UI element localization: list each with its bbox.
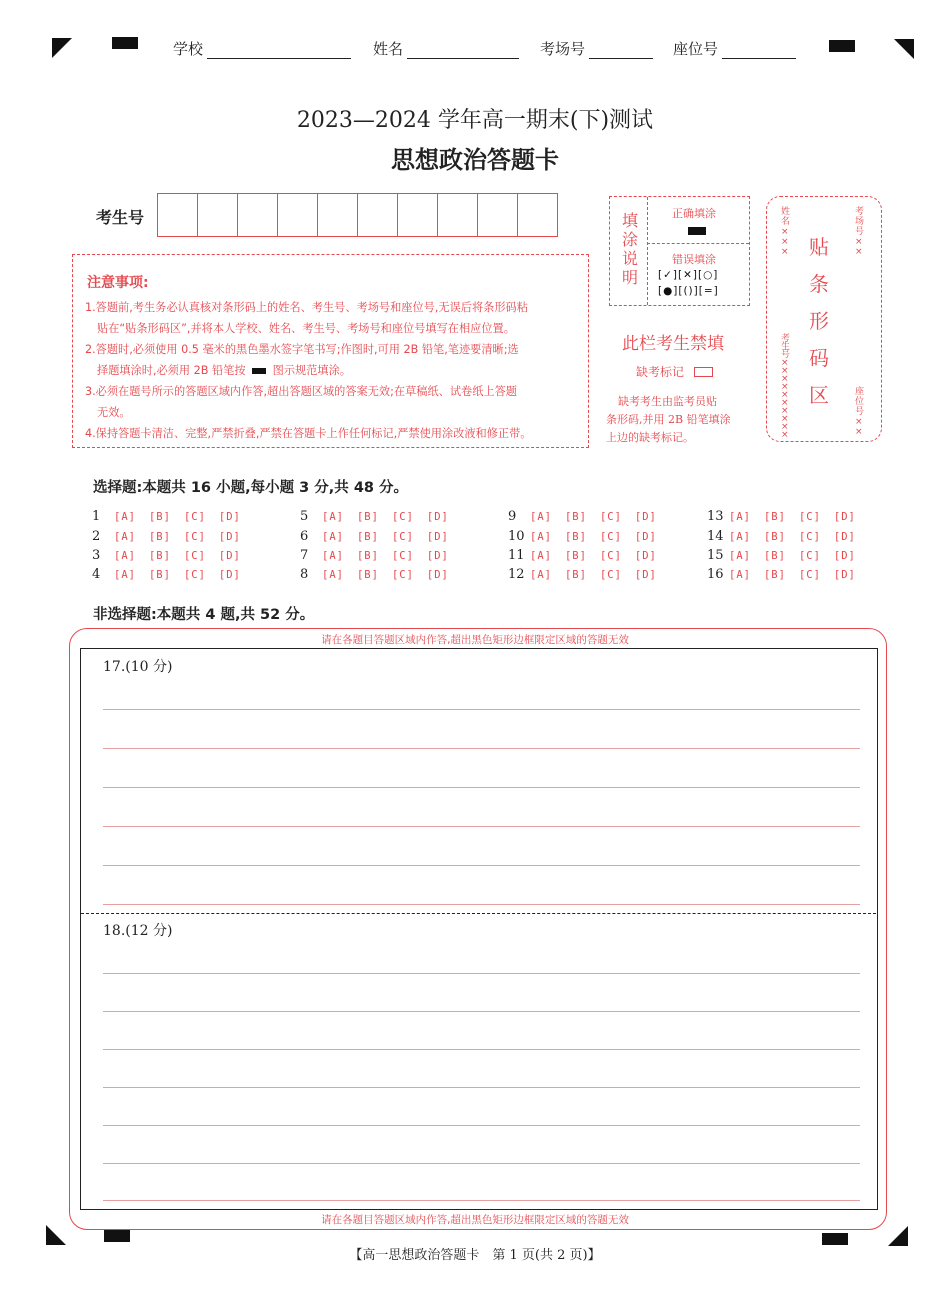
answer-bubble[interactable]: [C]	[183, 549, 206, 562]
writing-line[interactable]	[103, 1200, 860, 1201]
answer-bubble[interactable]: [D]	[833, 549, 856, 562]
writing-line[interactable]	[103, 1049, 860, 1050]
question-divider	[81, 913, 876, 914]
reserved-title: 此栏考生禁填	[622, 334, 724, 354]
choice-question	[300, 509, 462, 524]
barcode-area-label: 贴 条 形 码 区	[809, 235, 829, 407]
choice-question	[508, 548, 670, 563]
notice-title: 注意事项:	[87, 275, 149, 291]
answer-bubble[interactable]: [B]	[763, 549, 786, 562]
answer-bubble[interactable]: [D]	[426, 510, 449, 523]
notice-item: 择题填涂时,必须用 2B 铅笔按	[97, 364, 246, 377]
question-number: 8	[300, 567, 309, 582]
answer-bubble[interactable]: [A]	[729, 510, 751, 523]
answer-bubble[interactable]: [B]	[564, 510, 587, 523]
answer-bubble[interactable]: [D]	[634, 549, 657, 562]
corner-mark-top-right	[894, 39, 914, 59]
exam-number-cell[interactable]	[158, 194, 198, 236]
answer-bubble[interactable]: [A]	[530, 568, 552, 581]
answer-bubble[interactable]: [B]	[148, 568, 171, 581]
absent-checkbox[interactable]	[694, 367, 713, 377]
answer-bubble[interactable]: [B]	[356, 549, 379, 562]
question-17-label: 17.(10 分)	[103, 659, 173, 675]
choice-question	[300, 548, 462, 563]
exam-title: 2023—2024 学年高一期末(下)测试	[296, 108, 654, 133]
answer-bubble[interactable]: [A]	[322, 510, 344, 523]
answer-bubble[interactable]: [A]	[729, 549, 751, 562]
writing-line[interactable]	[103, 787, 860, 788]
question-18-label: 18.(12 分)	[103, 923, 173, 939]
answer-bubble[interactable]: [B]	[148, 530, 171, 543]
answer-bubble[interactable]: [A]	[322, 530, 344, 543]
barcode-area[interactable]	[766, 196, 882, 442]
question-number: 12	[508, 567, 525, 582]
card-title: 思想政治答题卡	[391, 146, 559, 174]
question-number: 7	[300, 548, 309, 563]
answer-bubble[interactable]: [A]	[114, 568, 136, 581]
answer-bubble[interactable]: [D]	[218, 549, 241, 562]
answer-bubble[interactable]: [A]	[322, 549, 344, 562]
answer-bubble[interactable]: [B]	[148, 510, 171, 523]
writing-line[interactable]	[103, 973, 860, 974]
answer-bubble[interactable]: [C]	[183, 568, 206, 581]
writing-line[interactable]	[103, 826, 860, 827]
exam-number-cell[interactable]	[358, 194, 398, 236]
answer-warning-top: 请在各题目答题区域内作答,超出黑色矩形边框限定区域的答题无效	[321, 634, 629, 646]
answer-bubble[interactable]: [A]	[114, 549, 136, 562]
answer-bubble[interactable]: [D]	[634, 530, 657, 543]
answer-bubble[interactable]: [B]	[356, 568, 379, 581]
question-number: 10	[508, 529, 525, 544]
choice-question	[508, 567, 670, 582]
writing-line[interactable]	[103, 748, 860, 749]
answer-bubble[interactable]: [C]	[798, 568, 821, 581]
question-number: 16	[707, 567, 724, 582]
choice-question	[508, 509, 670, 524]
answer-bubble[interactable]: [C]	[599, 530, 622, 543]
wrong-fill-samples-1: [✓][✕][○]	[658, 269, 719, 281]
answer-bubble[interactable]: [B]	[763, 568, 786, 581]
exam-room-label: 考场号	[540, 40, 586, 58]
exam-number-cell[interactable]	[198, 194, 238, 236]
answer-bubble[interactable]: [D]	[218, 510, 241, 523]
exam-number-cell[interactable]	[318, 194, 358, 236]
exam-number-cell[interactable]	[438, 194, 478, 236]
answer-bubble[interactable]: [D]	[634, 510, 657, 523]
choice-question	[92, 529, 254, 544]
answer-bubble[interactable]: [B]	[356, 530, 379, 543]
answer-bubble[interactable]: [C]	[599, 568, 622, 581]
absent-label: 缺考标记	[636, 365, 685, 379]
answer-bubble[interactable]: [C]	[183, 530, 206, 543]
answer-bubble[interactable]: [B]	[763, 510, 786, 523]
timing-mark-bottom-left	[104, 1230, 130, 1242]
answer-bubble[interactable]: [A]	[530, 530, 552, 543]
exam-number-grid[interactable]	[157, 193, 558, 237]
nonchoice-section-title: 非选择题:本题共 4 题,共 52 分。	[93, 607, 315, 623]
notice-item: 1.答题前,考生务必认真核对条形码上的姓名、考生号、考场号和座位号,无误后将条形码粘	[85, 301, 528, 314]
exam-number-cell[interactable]	[478, 194, 518, 236]
answer-bubble[interactable]: [C]	[183, 510, 206, 523]
answer-bubble[interactable]: [A]	[114, 530, 136, 543]
answer-bubble[interactable]: [A]	[729, 568, 751, 581]
choice-question	[300, 529, 462, 544]
filled-sample-mark	[252, 368, 266, 374]
exam-number-label: 考生号	[96, 208, 145, 227]
writing-line[interactable]	[103, 1087, 860, 1088]
answer-bubble[interactable]: [D]	[833, 530, 856, 543]
answer-bubble[interactable]: [D]	[426, 530, 449, 543]
notice-item: 图示规范填涂。	[272, 364, 351, 377]
seat-field[interactable]	[673, 38, 796, 59]
page-footer: 【高一思想政治答题卡 第 1 页(共 2 页)】	[349, 1248, 601, 1263]
writing-line[interactable]	[103, 709, 860, 710]
answer-bubble[interactable]: [B]	[356, 510, 379, 523]
correct-fill-label: 正确填涂	[672, 207, 716, 220]
school-input-line[interactable]	[207, 44, 351, 59]
answer-bubble[interactable]: [C]	[391, 549, 414, 562]
choice-question	[707, 548, 869, 563]
writing-line[interactable]	[103, 1125, 860, 1126]
name-input-line[interactable]	[407, 44, 519, 59]
timing-mark-top-left	[112, 37, 138, 49]
answer-bubble[interactable]: [A]	[530, 510, 552, 523]
notice-box	[72, 254, 589, 448]
answer-bubble[interactable]: [B]	[564, 530, 587, 543]
absent-note: 缺考考生由监考员贴 条形码,并用 2B 铅笔填涂 上边的缺考标记。	[606, 395, 731, 444]
notice-item: 贴在“贴条形码区”,并将本人学校、姓名、考生号、考场号和座位号填写在相应位置。	[97, 322, 515, 335]
answer-bubble[interactable]: [B]	[148, 549, 171, 562]
question-number: 5	[300, 509, 309, 524]
choice-question	[300, 567, 462, 582]
barcode-name-tag: 姓名×××	[781, 207, 791, 257]
answer-bubble[interactable]: [B]	[763, 530, 786, 543]
writing-line[interactable]	[103, 865, 860, 866]
question-number: 14	[707, 529, 724, 544]
choice-question	[92, 548, 254, 563]
notice-item: 2.答题时,必须使用 0.5 毫米的黑色墨水签字笔书写;作图时,可用 2B 铅笔,笔迹要清晰;选	[85, 343, 519, 356]
answer-bubble[interactable]: [D]	[833, 568, 856, 581]
choice-question	[92, 567, 254, 582]
choice-question	[508, 529, 670, 544]
exam-room-field[interactable]	[540, 38, 653, 59]
corner-mark-top-left	[52, 38, 72, 58]
barcode-room-tag: 考场号××	[855, 207, 865, 257]
answer-bubble[interactable]: [C]	[798, 549, 821, 562]
question-number: 11	[508, 548, 525, 563]
answer-bubble[interactable]: [D]	[218, 568, 241, 581]
answer-bubble[interactable]: [A]	[530, 549, 552, 562]
exam-number-cell[interactable]	[518, 194, 557, 236]
barcode-exam-no-tag: 考生号××××××××××	[781, 334, 791, 440]
barcode-seat-tag: 座位号××	[855, 387, 865, 437]
question-number: 4	[92, 567, 101, 582]
writing-line[interactable]	[103, 1163, 860, 1164]
answer-bubble[interactable]: [D]	[218, 530, 241, 543]
correct-fill-sample	[688, 227, 706, 235]
answer-bubble[interactable]: [C]	[798, 530, 821, 543]
writing-line[interactable]	[103, 1011, 860, 1012]
answer-bubble[interactable]: [C]	[798, 510, 821, 523]
question-number: 3	[92, 548, 101, 563]
absent-mark-row	[636, 363, 713, 380]
notice-item: 无效。	[97, 406, 131, 419]
choice-question	[707, 567, 869, 582]
exam-number-cell[interactable]	[278, 194, 318, 236]
question-number: 13	[707, 509, 724, 524]
name-label: 姓名	[373, 40, 404, 58]
school-field[interactable]	[173, 38, 351, 59]
wrong-fill-label: 错误填涂	[672, 253, 716, 266]
answer-bubble[interactable]: [C]	[391, 568, 414, 581]
name-field[interactable]	[373, 38, 519, 59]
wrong-fill-samples-2: [●][()][=]	[658, 285, 719, 297]
choice-question	[92, 509, 254, 524]
question-number: 1	[92, 509, 101, 524]
question-number: 9	[508, 509, 517, 524]
question-number: 6	[300, 529, 309, 544]
answer-bubble[interactable]: [A]	[729, 530, 751, 543]
answer-bubble[interactable]: [D]	[634, 568, 657, 581]
choice-question	[707, 509, 869, 524]
answer-bubble[interactable]: [C]	[391, 530, 414, 543]
answer-bubble[interactable]: [B]	[564, 549, 587, 562]
choice-question	[707, 529, 869, 544]
answer-bubble[interactable]: [A]	[322, 568, 344, 581]
answer-bubble[interactable]: [C]	[599, 510, 622, 523]
exam-number-cell[interactable]	[398, 194, 438, 236]
answer-bubble[interactable]: [D]	[426, 549, 449, 562]
school-label: 学校	[173, 40, 204, 58]
fill-side-label: 填 涂 说 明	[622, 211, 639, 287]
writing-line[interactable]	[103, 904, 860, 905]
corner-mark-bottom-right	[888, 1226, 908, 1246]
answer-bubble[interactable]: [C]	[391, 510, 414, 523]
exam-room-input-line[interactable]	[589, 44, 653, 59]
choice-section-title: 选择题:本题共 16 小题,每小题 3 分,共 48 分。	[93, 480, 409, 496]
exam-number-cell[interactable]	[238, 194, 278, 236]
answer-bubble[interactable]: [B]	[564, 568, 587, 581]
notice-item: 4.保持答题卡清洁、完整,严禁折叠,严禁在答题卡上作任何标记,严禁使用涂改液和修正带。	[85, 427, 532, 440]
question-number: 15	[707, 548, 724, 563]
corner-mark-bottom-left	[46, 1225, 66, 1245]
answer-bubble[interactable]: [C]	[599, 549, 622, 562]
seat-input-line[interactable]	[722, 44, 796, 59]
notice-item: 3.必须在题号所示的答题区域内作答,超出答题区域的答案无效;在草稿纸、试卷纸上答题	[85, 385, 517, 398]
timing-mark-top-right	[829, 40, 855, 52]
seat-label: 座位号	[673, 40, 719, 58]
question-number: 2	[92, 529, 101, 544]
answer-bubble[interactable]: [D]	[833, 510, 856, 523]
fill-instructions	[609, 196, 750, 306]
answer-bubble[interactable]: [A]	[114, 510, 136, 523]
answer-warning-bottom: 请在各题目答题区域内作答,超出黑色矩形边框限定区域的答题无效	[321, 1214, 629, 1226]
answer-bubble[interactable]: [D]	[426, 568, 449, 581]
